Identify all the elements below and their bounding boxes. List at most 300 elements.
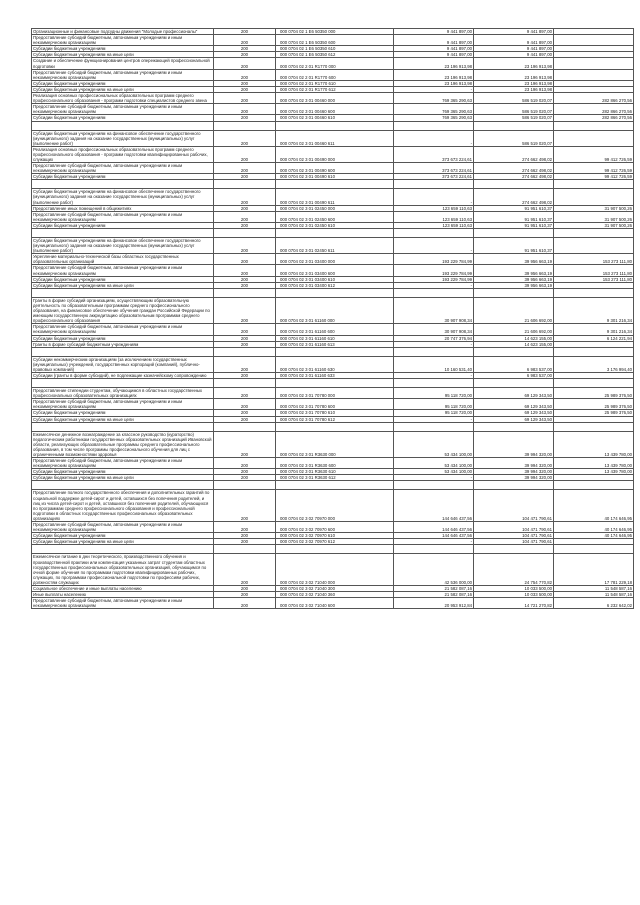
row-name-cell: Гранты в форме субсидий организациям, осуществляющим образовательную деятельность по образовательным программам среднего профессионального образования, на финансовое обеспечение обучения граждан Российской Федерации по имеющим государственную аккредитацию образовательным программам среднего профессионального образования <box>32 297 214 323</box>
row-executed-amount-cell: 586 519 020,07 <box>474 93 554 104</box>
table-row <box>32 58 634 69</box>
row-name-cell: Предоставление субсидий бюджетным, автономным учреждениям и иным некоммерческим организациям <box>32 35 214 46</box>
table-row <box>32 356 634 372</box>
row-approved-amount-cell <box>394 347 474 356</box>
row-line-code-cell: 200 <box>214 410 276 416</box>
row-approved-amount-cell: - <box>394 475 474 481</box>
row-approved-amount-cell: 53 434 100,00 <box>394 469 474 475</box>
row-approved-amount-cell: 53 434 100,00 <box>394 431 474 457</box>
row-line-code-cell: 200 <box>214 416 276 422</box>
row-executed-amount-cell: 39 994 320,00 <box>474 469 554 475</box>
row-classification-code-cell: 000 0704 02 3 01 R3630 600 <box>276 458 394 469</box>
row-line-code-cell <box>214 545 276 554</box>
row-line-code-cell <box>214 121 276 130</box>
row-executed-amount-cell: 21 606 692,00 <box>474 297 554 323</box>
row-name-cell <box>32 229 214 238</box>
row-classification-code-cell: 000 0704 02 3 01 R3630 612 <box>276 475 394 481</box>
row-approved-amount-cell: - <box>394 539 474 545</box>
row-name-cell: Субсидии бюджетным учреждениям <box>32 46 214 52</box>
table-spacer-row <box>32 422 634 431</box>
row-classification-code-cell: 000 0704 02 2 01 R1770 000 <box>276 58 394 69</box>
row-name-cell: Субсидии бюджетным учреждениям на иные цели <box>32 475 214 481</box>
row-classification-code-cell: 000 0704 02 3 01 03400 612 <box>276 282 394 288</box>
row-line-code-cell: 200 <box>214 46 276 52</box>
row-classification-code-cell: 000 0704 02 1 Е6 50350 000 <box>276 29 394 35</box>
table-row <box>32 585 634 591</box>
row-approved-amount-cell: 30 907 908,34 <box>394 297 474 323</box>
row-line-code-cell: 200 <box>214 297 276 323</box>
row-line-code-cell: 200 <box>214 475 276 481</box>
row-classification-code-cell: 000 0704 02 2 01 R1770 612 <box>276 86 394 92</box>
row-line-code-cell <box>214 229 276 238</box>
row-classification-code-cell: 000 0704 02 3 02 71040 300 <box>276 585 394 591</box>
row-classification-code-cell: 000 0704 02 3 01 02450 611 <box>276 238 394 254</box>
row-line-code-cell: 200 <box>214 238 276 254</box>
row-executed-amount-cell: 9 441 897,00 <box>474 52 554 58</box>
row-executed-amount-cell: 39 956 663,19 <box>474 282 554 288</box>
row-classification-code-cell: 000 0704 02 3 01 70780 000 <box>276 388 394 399</box>
row-name-cell: Предоставление субсидий бюджетным, автономным учреждениям и иным некоммерческим организациям <box>32 104 214 115</box>
table-row <box>32 522 634 533</box>
row-classification-code-cell: 000 0704 02 3 01 70780 600 <box>276 399 394 410</box>
row-line-code-cell <box>214 422 276 431</box>
row-classification-code-cell: 000 0704 02 3 01 61160 000 <box>276 297 394 323</box>
row-line-code-cell <box>214 379 276 388</box>
table-row <box>32 163 634 174</box>
row-executed-amount-cell: 586 519 020,07 <box>474 115 554 121</box>
table-row <box>32 297 634 323</box>
row-executed-amount-cell: 9 441 897,00 <box>474 29 554 35</box>
row-name-cell: Субсидии бюджетным учреждениям <box>32 335 214 341</box>
row-classification-code-cell <box>276 288 394 297</box>
row-executed-amount-cell: 23 196 913,98 <box>474 69 554 80</box>
row-name-cell: Социальное обеспечение и иные выплаты населению <box>32 585 214 591</box>
row-name-cell: Субсидии бюджетным учреждениям <box>32 115 214 121</box>
row-name-cell <box>32 481 214 490</box>
row-unexecuted-amount-cell: 6 232 642,02 <box>554 598 634 609</box>
row-approved-amount-cell: 21 582 087,16 <box>394 592 474 598</box>
row-classification-code-cell: 000 0704 02 3 01 02450 610 <box>276 222 394 228</box>
row-approved-amount-cell <box>394 481 474 490</box>
row-executed-amount-cell: 39 994 320,00 <box>474 458 554 469</box>
row-name-cell <box>32 545 214 554</box>
row-unexecuted-amount-cell: 13 439 780,00 <box>554 469 634 475</box>
row-classification-code-cell: 000 0704 02 3 01 61160 613 <box>276 341 394 347</box>
row-classification-code-cell: 000 0704 02 3 01 00490 610 <box>276 174 394 180</box>
row-name-cell: Реализация основных профессиональных образовательных программ среднего профессионального образования - программ подготовки специалистов среднего звена <box>32 93 214 104</box>
row-line-code-cell: 200 <box>214 58 276 69</box>
row-executed-amount-cell: 104 471 790,61 <box>474 490 554 522</box>
row-executed-amount-cell: 69 129 343,50 <box>474 416 554 422</box>
row-unexecuted-amount-cell: 99 412 726,59 <box>554 174 634 180</box>
row-line-code-cell: 200 <box>214 104 276 115</box>
row-approved-amount-cell: 123 659 110,63 <box>394 222 474 228</box>
row-name-cell <box>32 422 214 431</box>
row-unexecuted-amount-cell: 282 866 270,56 <box>554 104 634 115</box>
row-name-cell: Субсидии бюджетным учреждениям на финансовое обеспечение государственного (муниципального) задания на оказание государственных (муниципальных) услуг (выполнение работ) <box>32 130 214 146</box>
table-row <box>32 282 634 288</box>
row-executed-amount-cell: 39 956 663,19 <box>474 276 554 282</box>
row-name-cell: Субсидии бюджетным учреждениям на иные цели <box>32 52 214 58</box>
table-spacer-row <box>32 229 634 238</box>
table-row <box>32 431 634 457</box>
row-unexecuted-amount-cell: 25 989 376,50 <box>554 399 634 410</box>
table-spacer-row <box>32 379 634 388</box>
row-line-code-cell: 200 <box>214 324 276 335</box>
row-line-code-cell: 200 <box>214 431 276 457</box>
row-approved-amount-cell: 42 536 000,00 <box>394 554 474 586</box>
table-row <box>32 475 634 481</box>
row-approved-amount-cell: 373 673 224,61 <box>394 146 474 162</box>
row-classification-code-cell <box>276 379 394 388</box>
row-classification-code-cell: 000 0704 02 3 01 R3630 610 <box>276 469 394 475</box>
row-line-code-cell: 200 <box>214 174 276 180</box>
row-line-code-cell: 200 <box>214 146 276 162</box>
row-line-code-cell: 200 <box>214 388 276 399</box>
row-line-code-cell: 200 <box>214 341 276 347</box>
table-row <box>32 416 634 422</box>
row-classification-code-cell: 000 0704 02 3 01 03400 600 <box>276 265 394 276</box>
table-row <box>32 388 634 399</box>
table-row <box>32 69 634 80</box>
row-unexecuted-amount-cell <box>554 288 634 297</box>
row-approved-amount-cell: 123 659 110,63 <box>394 211 474 222</box>
row-line-code-cell: 200 <box>214 130 276 146</box>
row-unexecuted-amount-cell: 11 548 587,16 <box>554 585 634 591</box>
row-executed-amount-cell: 39 994 320,00 <box>474 475 554 481</box>
row-unexecuted-amount-cell: 153 273 111,80 <box>554 276 634 282</box>
row-unexecuted-amount-cell: 99 412 726,59 <box>554 163 634 174</box>
row-unexecuted-amount-cell: 153 273 111,80 <box>554 254 634 265</box>
table-row <box>32 104 634 115</box>
row-executed-amount-cell <box>474 288 554 297</box>
row-approved-amount-cell: 20 953 912,84 <box>394 598 474 609</box>
row-executed-amount-cell: 24 754 770,82 <box>474 554 554 586</box>
row-approved-amount-cell: 769 365 290,63 <box>394 93 474 104</box>
row-line-code-cell <box>214 288 276 297</box>
row-executed-amount-cell <box>474 422 554 431</box>
row-unexecuted-amount-cell <box>554 229 634 238</box>
row-name-cell: Субсидии бюджетным учреждениям на иные цели <box>32 86 214 92</box>
row-classification-code-cell <box>276 229 394 238</box>
row-executed-amount-cell <box>474 347 554 356</box>
row-classification-code-cell: 000 0704 02 3 02 70970 610 <box>276 533 394 539</box>
row-approved-amount-cell: 373 673 224,61 <box>394 174 474 180</box>
row-line-code-cell: 200 <box>214 163 276 174</box>
row-classification-code-cell: 000 0704 02 2 01 R1770 600 <box>276 69 394 80</box>
row-name-cell: Предоставление субсидий бюджетным, автономным учреждениям и иным некоммерческим организациям <box>32 69 214 80</box>
table-spacer-row <box>32 545 634 554</box>
row-name-cell: Организационные и финансовые подсудны движения "Молодые профессионалы" <box>32 29 214 35</box>
table-row <box>32 399 634 410</box>
row-unexecuted-amount-cell <box>554 347 634 356</box>
row-unexecuted-amount-cell: 31 907 500,26 <box>554 205 634 211</box>
row-approved-amount-cell: 9 441 897,00 <box>394 46 474 52</box>
row-classification-code-cell <box>276 481 394 490</box>
row-approved-amount-cell: 10 160 531,40 <box>394 356 474 372</box>
row-name-cell: Субсидии (гранты в форме субсидий), не подлежащие казначейскому сопровождению <box>32 372 214 378</box>
row-unexecuted-amount-cell: 11 548 587,16 <box>554 592 634 598</box>
row-executed-amount-cell: 274 662 498,02 <box>474 163 554 174</box>
row-approved-amount-cell <box>394 121 474 130</box>
row-line-code-cell: 200 <box>214 335 276 341</box>
row-approved-amount-cell: - <box>394 238 474 254</box>
row-approved-amount-cell: 144 646 437,56 <box>394 533 474 539</box>
row-classification-code-cell: 000 0704 02 3 01 02450 000 <box>276 205 394 211</box>
row-name-cell: Предоставление иных помещений в общежитиях <box>32 205 214 211</box>
row-classification-code-cell: 000 0704 02 3 02 70970 600 <box>276 522 394 533</box>
row-name-cell: Субсидии бюджетным учреждениям <box>32 533 214 539</box>
row-line-code-cell: 200 <box>214 399 276 410</box>
row-approved-amount-cell: - <box>394 86 474 92</box>
row-unexecuted-amount-cell <box>554 545 634 554</box>
row-classification-code-cell: 000 0704 02 3 01 02450 600 <box>276 211 394 222</box>
row-classification-code-cell: 000 0704 02 2 01 R1770 610 <box>276 80 394 86</box>
row-unexecuted-amount-cell <box>554 238 634 254</box>
row-approved-amount-cell <box>394 422 474 431</box>
row-name-cell: Субсидии бюджетным учреждениям <box>32 469 214 475</box>
row-executed-amount-cell: 10 033 500,00 <box>474 592 554 598</box>
row-approved-amount-cell: 144 646 437,56 <box>394 490 474 522</box>
row-executed-amount-cell: 274 662 498,02 <box>474 146 554 162</box>
row-line-code-cell: 200 <box>214 554 276 586</box>
row-executed-amount-cell <box>474 379 554 388</box>
table-row <box>32 211 634 222</box>
row-name-cell: Создание и обеспечение функционирования центров опережающей профессиональной подготовки <box>32 58 214 69</box>
table-row <box>32 52 634 58</box>
row-approved-amount-cell <box>394 288 474 297</box>
row-approved-amount-cell: 95 118 720,00 <box>394 388 474 399</box>
row-line-code-cell: 200 <box>214 276 276 282</box>
row-approved-amount-cell: 30 907 908,34 <box>394 324 474 335</box>
row-name-cell: Субсидии бюджетным учреждениям <box>32 276 214 282</box>
row-executed-amount-cell: 69 129 343,50 <box>474 410 554 416</box>
row-approved-amount-cell: 23 196 913,98 <box>394 80 474 86</box>
row-classification-code-cell: 000 0704 02 3 01 03400 610 <box>276 276 394 282</box>
row-unexecuted-amount-cell: 25 989 376,50 <box>554 410 634 416</box>
row-name-cell: Реализация основных профессиональных образовательных программ среднего профессионального образования - программ подготовки квалифицированных рабочих, служащих <box>32 146 214 162</box>
row-unexecuted-amount-cell: 153 273 111,80 <box>554 265 634 276</box>
row-classification-code-cell: 000 0704 02 3 02 71040 360 <box>276 592 394 598</box>
row-classification-code-cell: 000 0704 02 3 02 70970 000 <box>276 490 394 522</box>
row-classification-code-cell <box>276 180 394 189</box>
row-unexecuted-amount-cell: 40 174 646,95 <box>554 522 634 533</box>
row-name-cell: Предоставление субсидий бюджетным, автономным учреждениям и иным некоммерческим организациям <box>32 324 214 335</box>
row-name-cell: Предоставление субсидий бюджетным, автономным учреждениям и иным некоммерческим организациям <box>32 458 214 469</box>
row-approved-amount-cell: 9 441 897,00 <box>394 35 474 46</box>
row-line-code-cell: 200 <box>214 592 276 598</box>
table-row <box>32 189 634 205</box>
row-unexecuted-amount-cell: 13 439 780,00 <box>554 431 634 457</box>
row-approved-amount-cell: 193 229 784,99 <box>394 254 474 265</box>
row-line-code-cell: 200 <box>214 458 276 469</box>
budget-execution-table <box>31 28 634 609</box>
row-approved-amount-cell: 53 434 100,00 <box>394 458 474 469</box>
row-line-code-cell <box>214 180 276 189</box>
row-line-code-cell: 200 <box>214 222 276 228</box>
row-unexecuted-amount-cell <box>554 69 634 80</box>
table-body <box>32 29 634 609</box>
row-executed-amount-cell: 6 983 537,00 <box>474 372 554 378</box>
row-line-code-cell: 200 <box>214 356 276 372</box>
row-name-cell: Предоставление субсидий бюджетным, автономным учреждениям и иным некоммерческим организациям <box>32 163 214 174</box>
row-classification-code-cell: 000 0704 02 3 01 00490 611 <box>276 189 394 205</box>
row-approved-amount-cell: 123 659 110,63 <box>394 205 474 211</box>
row-executed-amount-cell: 104 471 790,61 <box>474 539 554 545</box>
table-spacer-row <box>32 347 634 356</box>
row-executed-amount-cell: 39 994 320,00 <box>474 431 554 457</box>
row-line-code-cell: 200 <box>214 80 276 86</box>
row-executed-amount-cell: 91 951 610,37 <box>474 205 554 211</box>
row-name-cell: Предоставление полного государственного обеспечения и дополнительных гарантий по социальной поддержке детей-сирот и детей, оставшихся без попечения родителей, и лиц из числа детей-сирот и детей, оставшихся без попечения родителей, обучающихся по программам среднего профессионального образования и профессиональной подготовки в областных государственных профессиональных образовательных организациях <box>32 490 214 522</box>
row-classification-code-cell: 000 0704 02 3 01 70780 610 <box>276 410 394 416</box>
row-line-code-cell: 200 <box>214 282 276 288</box>
row-classification-code-cell: 000 0704 02 3 01 61160 633 <box>276 372 394 378</box>
row-approved-amount-cell: - <box>394 372 474 378</box>
row-name-cell: Субсидии бюджетным учреждениям на иные цели <box>32 416 214 422</box>
row-classification-code-cell: 000 0704 02 3 01 R3630 000 <box>276 431 394 457</box>
row-classification-code-cell: 000 0704 02 3 01 00460 611 <box>276 130 394 146</box>
row-approved-amount-cell: 373 673 224,61 <box>394 163 474 174</box>
row-line-code-cell: 200 <box>214 205 276 211</box>
row-approved-amount-cell: 769 365 290,63 <box>394 104 474 115</box>
row-line-code-cell: 200 <box>214 469 276 475</box>
row-name-cell: Иные выплаты населению <box>32 592 214 598</box>
table-spacer-row <box>32 481 634 490</box>
row-unexecuted-amount-cell: 6 124 221,94 <box>554 335 634 341</box>
row-unexecuted-amount-cell: 9 301 216,34 <box>554 297 634 323</box>
row-classification-code-cell: 000 0704 02 3 01 00490 000 <box>276 146 394 162</box>
row-line-code-cell: 200 <box>214 598 276 609</box>
table-row <box>32 490 634 522</box>
row-classification-code-cell: 000 0704 02 3 02 71040 000 <box>276 554 394 586</box>
table-spacer-row <box>32 288 634 297</box>
table-row <box>32 86 634 92</box>
row-unexecuted-amount-cell: 31 907 500,26 <box>554 222 634 228</box>
row-executed-amount-cell: 104 471 790,61 <box>474 522 554 533</box>
row-classification-code-cell <box>276 545 394 554</box>
table-spacer-row <box>32 180 634 189</box>
table-row <box>32 93 634 104</box>
row-executed-amount-cell: 21 606 692,00 <box>474 324 554 335</box>
row-line-code-cell: 200 <box>214 522 276 533</box>
row-name-cell: Субсидии бюджетным учреждениям на иные цели <box>32 539 214 545</box>
row-approved-amount-cell <box>394 379 474 388</box>
row-line-code-cell: 200 <box>214 189 276 205</box>
row-executed-amount-cell: 23 196 913,98 <box>474 86 554 92</box>
row-executed-amount-cell: 9 441 897,00 <box>474 35 554 46</box>
row-unexecuted-amount-cell: 3 176 994,40 <box>554 356 634 372</box>
row-name-cell: Предоставление субсидий бюджетным, автономным учреждениям и иным некоммерческим организациям <box>32 265 214 276</box>
row-line-code-cell: 200 <box>214 115 276 121</box>
row-name-cell: Гранты в форме субсидий бюджетным учреждениям <box>32 341 214 347</box>
row-unexecuted-amount-cell: 99 412 726,59 <box>554 146 634 162</box>
row-line-code-cell <box>214 481 276 490</box>
row-name-cell <box>32 379 214 388</box>
row-classification-code-cell: 000 0704 02 3 01 00460 000 <box>276 93 394 104</box>
row-line-code-cell: 200 <box>214 490 276 522</box>
row-approved-amount-cell: 23 196 913,98 <box>394 69 474 80</box>
row-classification-code-cell: 000 0704 02 3 01 61160 600 <box>276 324 394 335</box>
row-approved-amount-cell: - <box>394 189 474 205</box>
row-classification-code-cell: 000 0704 02 3 01 00460 600 <box>276 104 394 115</box>
row-name-cell: Предоставление субсидий бюджетным, автономным учреждениям и иным некоммерческим организациям <box>32 399 214 410</box>
row-name-cell: Ежемесячное питание в дни теоретического, производственного обучения и производственной практики или компенсация указанных затрат студентам областных государственных профессиональных образовательных организаций, обучающимся по очной форме обучения по программам подготовки квалифицированных рабочих, служащих, по программам профессиональной подготовки по профессиям рабочих, должностям служащих <box>32 554 214 586</box>
row-classification-code-cell: 000 0704 02 3 01 70780 612 <box>276 416 394 422</box>
row-name-cell: Субсидии бюджетным учреждениям <box>32 174 214 180</box>
row-unexecuted-amount-cell <box>554 35 634 46</box>
row-executed-amount-cell <box>474 545 554 554</box>
row-executed-amount-cell: 91 951 610,37 <box>474 222 554 228</box>
row-line-code-cell: 200 <box>214 69 276 80</box>
table-row <box>32 324 634 335</box>
row-classification-code-cell: 000 0704 02 1 Е6 50350 600 <box>276 35 394 46</box>
table-row <box>32 205 634 211</box>
row-line-code-cell: 200 <box>214 211 276 222</box>
row-classification-code-cell: 000 0704 02 1 Е6 50350 610 <box>276 46 394 52</box>
row-approved-amount-cell: 21 582 087,16 <box>394 585 474 591</box>
row-executed-amount-cell: 91 951 610,37 <box>474 211 554 222</box>
row-line-code-cell: 200 <box>214 93 276 104</box>
row-classification-code-cell <box>276 121 394 130</box>
row-classification-code-cell: 000 0704 02 1 Е6 50350 612 <box>276 52 394 58</box>
row-name-cell: Предоставление субсидий бюджетным, автономным учреждениям и иным некоммерческим организациям <box>32 522 214 533</box>
row-unexecuted-amount-cell: 282 866 270,56 <box>554 115 634 121</box>
row-unexecuted-amount-cell: 17 781 229,18 <box>554 554 634 586</box>
table-row <box>32 458 634 469</box>
table-row <box>32 539 634 545</box>
row-line-code-cell <box>214 347 276 356</box>
row-executed-amount-cell: 14 623 155,00 <box>474 341 554 347</box>
row-line-code-cell: 200 <box>214 35 276 46</box>
row-executed-amount-cell: 274 662 498,02 <box>474 174 554 180</box>
row-approved-amount-cell <box>394 545 474 554</box>
row-name-cell: Субсидии бюджетным учреждениям на иные цели <box>32 282 214 288</box>
row-executed-amount-cell: 6 983 537,00 <box>474 356 554 372</box>
row-line-code-cell: 200 <box>214 265 276 276</box>
table-row <box>32 254 634 265</box>
row-name-cell <box>32 288 214 297</box>
row-unexecuted-amount-cell: 31 907 500,26 <box>554 211 634 222</box>
table-row <box>32 598 634 609</box>
row-classification-code-cell: 000 0704 02 3 01 61160 630 <box>276 356 394 372</box>
row-name-cell: Субсидии бюджетным учреждениям на финансовое обеспечение государственного (муниципального) задания на оказание государственных (муниципальных) услуг (выполнение работ) <box>32 189 214 205</box>
row-approved-amount-cell: - <box>394 282 474 288</box>
row-unexecuted-amount-cell: 25 989 376,50 <box>554 388 634 399</box>
row-classification-code-cell <box>276 347 394 356</box>
table-row <box>32 341 634 347</box>
row-executed-amount-cell: 274 662 498,02 <box>474 189 554 205</box>
row-approved-amount-cell: 9 441 897,00 <box>394 29 474 35</box>
row-unexecuted-amount-cell <box>554 130 634 146</box>
row-executed-amount-cell: 23 196 913,98 <box>474 58 554 69</box>
row-line-code-cell: 200 <box>214 539 276 545</box>
row-line-code-cell: 200 <box>214 254 276 265</box>
row-unexecuted-amount-cell <box>554 422 634 431</box>
row-approved-amount-cell: 95 118 720,00 <box>394 410 474 416</box>
row-executed-amount-cell: 14 721 270,82 <box>474 598 554 609</box>
row-unexecuted-amount-cell: 9 301 216,34 <box>554 324 634 335</box>
row-name-cell: Субсидии бюджетным учреждениям <box>32 222 214 228</box>
row-name-cell: Субсидии бюджетным учреждениям <box>32 80 214 86</box>
row-approved-amount-cell: 144 646 437,56 <box>394 522 474 533</box>
row-executed-amount-cell: 586 519 020,07 <box>474 130 554 146</box>
table-row <box>32 35 634 46</box>
row-executed-amount-cell: 39 956 663,19 <box>474 254 554 265</box>
row-approved-amount-cell <box>394 180 474 189</box>
row-unexecuted-amount-cell <box>554 121 634 130</box>
row-name-cell: Предоставление субсидий бюджетным, автономным учреждениям и иным некоммерческим организациям <box>32 598 214 609</box>
